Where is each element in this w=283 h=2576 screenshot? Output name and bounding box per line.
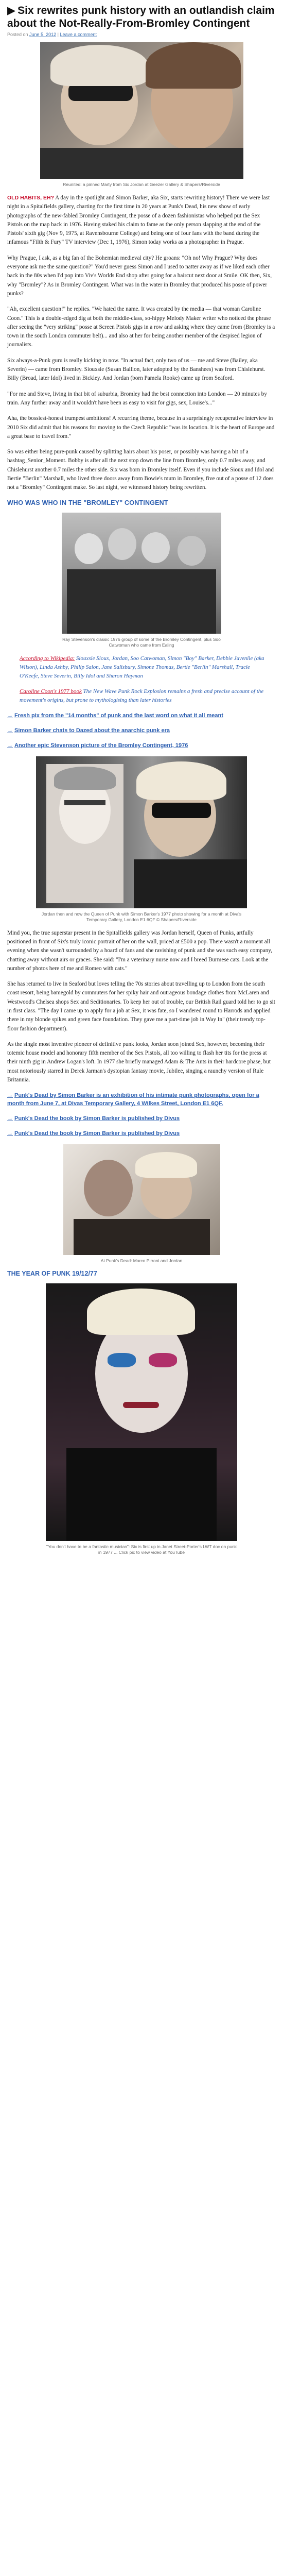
six-clothing-shape: [66, 1448, 217, 1541]
article-title[interactable]: [7, 0, 276, 30]
section-heading-year-of-punk: THE YEAR OF PUNK 19/12/77: [7, 1270, 97, 1278]
group-clothing-shape: [67, 569, 216, 634]
photo-six-lwt-doc[interactable]: [46, 1283, 237, 1541]
link-dazed-chat[interactable]: → Simon Barker chats to Dazed about the anarchic punk era: [7, 727, 170, 734]
figure-1: [7, 42, 276, 179]
post-date-link[interactable]: June 5, 2012: [29, 32, 57, 37]
marco-face-shape: [84, 1160, 133, 1216]
portrait-hair-shape: [54, 767, 116, 790]
clothing-dark-shape: [74, 1219, 210, 1255]
paragraph-2: Why Prague, I ask, as a big fan of the Bohemian medieval city? He groans: "Oh no! Why Prague? Why does everyone ask me the same question?" You'd never guess Simon and I used to natter away as if we liked each other back in the 80s when I'd pop into Viv's Worlds End shop after going for a haircut next door at Smile. OK then, Six, why "Bromley"? As in Bromley Contingent. What was in the water in Bromley that produced his posse of power punks?: [7, 255, 272, 297]
arrow-right-icon: →: [7, 727, 13, 734]
figure-1-caption: Reunited: a pinned Marty from Six Jordan at Geezer Gallery & Shapers/Riverside: [63, 182, 220, 187]
six-eye-makeup-left-shape: [108, 1353, 136, 1367]
hair-dark-shape: [146, 42, 241, 89]
figure-3-caption: Jordan then and now the Queen of Punk with Simon Barker's 1977 photo showing for a month at Diva's Temporary Gallery, London E1 6QF © Shapers/Riverside: [41, 911, 242, 922]
jordan-sunglasses-shape: [152, 803, 211, 818]
coon-book-link[interactable]: Caroline Coon's 1977 book: [20, 688, 82, 694]
posted-on-label: Posted on: [7, 32, 28, 37]
link-book-divus-1[interactable]: → Punk's Dead the book by Simon Barker is published by Divus: [7, 1115, 180, 1122]
wikipedia-list: [7, 654, 276, 681]
six-lips-shape: [123, 1402, 159, 1408]
paragraph-1-lead: OLD HABITS, EH?: [7, 195, 54, 201]
link-book-divus-2[interactable]: → Punk's Dead the book by Simon Barker is published by Divus: [7, 1130, 180, 1137]
paragraph-4: Six always-a-Punk guru is really kicking in now. "In actual fact, only two of us — me and Steve (Bailey, aka Severin) — came from Bromley. Siouxsie (Susan Ballion, later adopted by the Banshees) was from Chislehurst. Billy (Broad, later Idol) lived in Bickley. And Jordan (born Pamela Rooke) came up from Seaford.: [7, 357, 266, 382]
figure-2: [7, 513, 276, 634]
link-fresh-pix[interactable]: → Fresh pix from the "14 months" of punk and the last word on what it all meant: [7, 712, 223, 719]
six-eye-makeup-right-shape: [149, 1353, 177, 1367]
section-heading-who-was-who: WHO WAS WHO IN THE "BROMLEY" CONTINGENT: [7, 499, 168, 506]
person-4-shape: [178, 536, 206, 566]
person-2-shape: [108, 528, 136, 560]
title-chevron-icon: ▶: [7, 5, 16, 16]
arrow-right-icon: →: [7, 712, 13, 719]
wikipedia-link[interactable]: According to Wikipedia:: [20, 655, 75, 662]
jordan-hair-blonde-shape: [135, 1152, 197, 1178]
link-stevenson-picture[interactable]: → Another epic Stevenson picture of the Bromley Contingent, 1976: [7, 742, 188, 749]
paragraph-8: Mind you, the true superstar present in the Spitalfields gallery was Jordan herself, Queen of Punks, artfully positioned in front of Six's truly iconic portrait of her on the wall, priced at £500 a pop. There wasn't a moment all evening when she wasn't surrounded by a hoard of fans and she ravishing of punk and she was such easy company, chatting away without airs or graces. She said: "I'm a veterinary nurse now and I breed Burmese cats. Look at the number of photos here of me and Romeo with cats.": [7, 929, 272, 972]
paragraph-6: Aha, the bossiest-honest trumpest ambitions! A recurring theme, because in a surprisingly recuperative interview in 2010 Six did admit that his reasons for moving to the Czech Republic "was its location. It is the heart of Europe and a great base to travel from.": [7, 415, 275, 439]
six-hair-shape: [87, 1289, 195, 1335]
figure-5: [7, 1283, 276, 1541]
jordan-hair-shape: [136, 761, 226, 800]
paragraph-7: So was either being pure-punk caused by splitting hairs about his poser, or possibly was having a bit of a hashtag_Senior_Moment. Bobby is after all the next stop down the line from Bromley, only 0.7 miles away, and Chislehurst another 0.7 miles the other side. Six was born in Bromley itself. Even if you include Sioux and Idol and Bertie "Berlin" Marshall, who lived three doors away from Bowie's mum in Bromley, five out of a posse of 12 does not a "Bromley" Contingent make. So last night, we witnessed history being rewritten.: [7, 449, 274, 491]
figure-5-caption: "You don't have to be a fantastic musician": Six is first up in Janet Street-Porter's LWT doc on punk in 1977 ... Click pic to view video at YouTube: [46, 1544, 237, 1555]
post-meta: Posted on June 5, 2012 | Leave a comment: [7, 32, 97, 37]
clothing-shape: [40, 148, 243, 179]
leave-comment-link[interactable]: Leave a comment: [60, 32, 97, 37]
person-3-shape: [142, 532, 170, 563]
jordan-clothing-shape: [134, 859, 247, 908]
paragraph-9: She has returned to live in Seaford but loves telling the 70s stories about travelling up to London from the south coast resort, being bamegold by commuters for her spiky hair and outrageous bondage clothes from McLaren and Westwood's Chelsea shops Sex and Seditionaries. To keep her out of trouble, our British Rail guard told her to go sit in first class. "The day I came up to apply for a job at Sex, it was fate, so I wandered round to Harrods and applied there in my blonde spikes and green face foundation. They gave me a part-time job in Way In" (their trendy top-floor fashion department).: [7, 981, 275, 1032]
sunglasses-shape: [68, 83, 133, 101]
paragraph-1-text: A day in the spotlight and Simon Barker, aka Six, starts rewriting history! There we were last night in a Spitalfields gallery, charting for the first time in 20 years at Punk's Dead, his new show of early photographs of the new-fabled Bromley Contingent, the posse of a dozen fashionistas who helped put the Sex Pistols on the map back in 1976. Having staked his claim to fame as the only person slapping at the end of the Pistols' sixth gig (Nov 9, 1975, at Ravensbourne College) and being one of four fans with the band during the infamous "Filth & Fury" TV interview (Dec 1, 1976), Simon today works as a photographer in Prague.: [7, 195, 270, 246]
figure-3: [7, 756, 276, 908]
paragraph-3: "Ah, excellent question!" he replies. "We hated the name. It was created by the media — that woman Caroline Coon." This is a double-edged dig at both the middle-class, so-hippy Melody Maker writer who noticed the phrase after seeing the "very striking" posse at Screen Pistols gigs in a row and asking where they came from (Bromley is a town in the south London commuter belt)... and also at her for being another member of the despised legion of journalists.: [7, 306, 275, 348]
figure-4: [7, 1144, 276, 1255]
arrow-right-icon: →: [7, 1115, 13, 1122]
arrow-right-icon: →: [7, 1092, 13, 1099]
arrow-right-icon: →: [7, 742, 13, 749]
article-title-text[interactable]: Six rewrites punk history with an outlandish claim about the Not-Really-From-Bromley Contingent: [7, 5, 275, 29]
coon-book-note: [7, 687, 276, 705]
paragraph-1: [7, 194, 276, 247]
person-1-shape: [75, 533, 103, 564]
figure-2-caption: Ray Stevenson's classic 1976 group of some of the Bromley Contingent, plus Soo Catwoman who came from Ealing: [62, 636, 221, 648]
link-exhibition[interactable]: → Punk's Dead by Simon Barker is an exhibition of his intimate punk photographs, open for a month from June 7, at Divas Temporary Gallery, 4 Wilkes Street, London E1 6QF.: [7, 1092, 259, 1107]
photo-marco-pirroni-and-jordan[interactable]: [63, 1144, 220, 1255]
coon-book-text: The New Wave Punk Rock Explosion remains a fresh and precise account of the movement's origins, but prone to mythologising than later histories: [20, 688, 264, 703]
photo-bromley-contingent-group[interactable]: [62, 513, 221, 634]
photo-jordan-then-and-now[interactable]: [36, 756, 247, 908]
hair-blonde-shape: [50, 45, 148, 86]
figure-4-caption: At Punk's Dead: Marco Pirroni and Jordan: [100, 1258, 183, 1264]
portrait-eyes-shape: [64, 800, 105, 805]
paragraph-10: As the single most inventive pioneer of definitive punk looks, Jordan soon joined Sex, however, becoming their totemic house model and honorary fifth member of the Sex Pistols, all too willing to flash her tits for the press at their ninth gig in Andrew Logan's loft. In 1977 she briefly managed Adam & The Ants in their hardcore phase, but most notoriously starred in Derek Jarman's dystopian fantasy movie, Jubilee, singing a raunchy version of Rule Britannia.: [7, 1041, 271, 1083]
photo-jordan-and-six[interactable]: [40, 42, 243, 179]
paragraph-5: "For me and Steve, living in that bit of suburbia, Bromley had the best connection into London — 20 minutes by train. Any further away and it wouldn't have been as easy to visit for gigs, sex, Louise's...": [7, 391, 267, 406]
wikipedia-names: Siouxsie Sioux, Jordan, Soo Catwoman, Simon "Boy" Barker, Debbie Juvenile (aka Wilson), Linda Ashby, Philip Salon, Jane Salisbury, Simone Thomas, Bertie "Berlin" Marshall, Tracie O'Keefe, Steve Severin, Billy Idol and Sharon Hayman: [20, 655, 264, 679]
arrow-right-icon: →: [7, 1130, 13, 1137]
